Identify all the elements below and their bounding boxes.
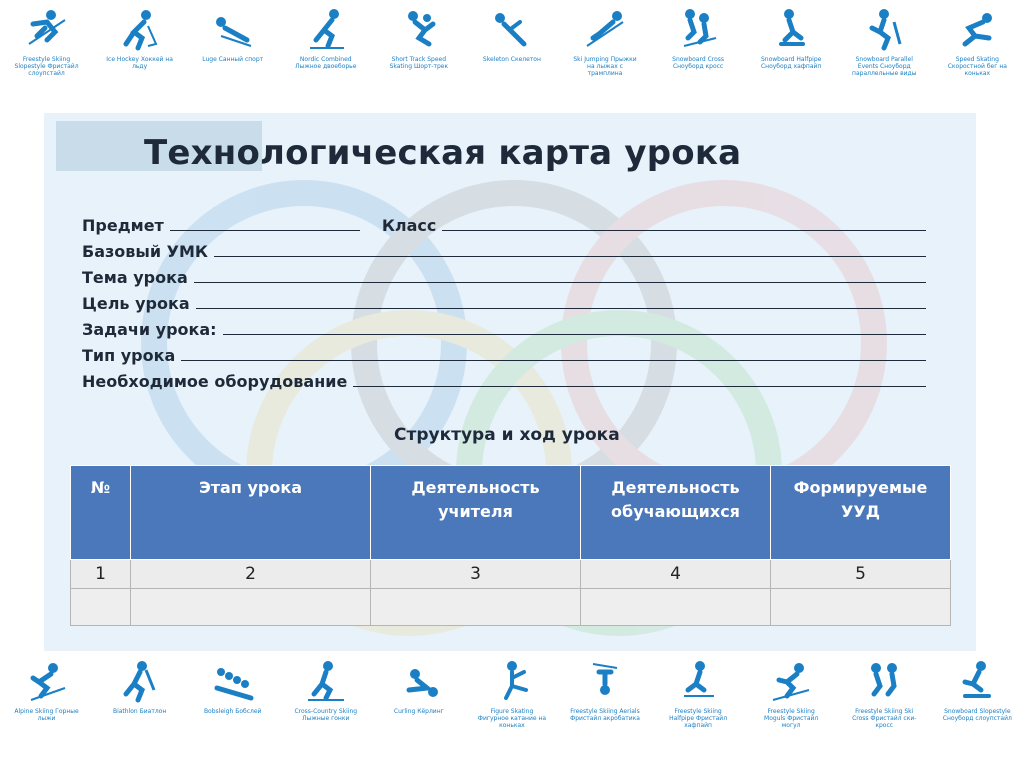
page-title: Технологическая карта урока — [144, 133, 742, 173]
pictogram-caption: Skeleton Скелетон — [482, 56, 541, 63]
goal-row — [82, 287, 932, 313]
pictogram-caption: Freestyle Skiing Halfpipe Фристайл хафпайп — [669, 708, 728, 729]
pictogram-caption: Figure Skating Фигурное катание на коньках — [477, 708, 547, 729]
figure-skating-icon — [490, 660, 534, 704]
header-uud: Формируемые УУД — [771, 466, 951, 560]
bobsleigh-icon — [211, 660, 255, 704]
pictogram-caption: Cross-Country Skiing Лыжные гонки — [294, 708, 358, 722]
topic-row — [82, 261, 932, 287]
biathlon-icon — [118, 660, 162, 704]
lesson-structure-table — [70, 465, 951, 626]
freestyle-ski-cross-icon — [862, 660, 906, 704]
tasks-field-line[interactable] — [223, 334, 926, 335]
table-cell[interactable] — [771, 589, 951, 626]
header-student-activity: Деятельность обучающихся — [581, 466, 771, 560]
freestyle-skiing-slopestyle-icon — [25, 8, 69, 52]
pictogram-caption: Freestyle Skiing Moguls Фристайл могул — [764, 708, 819, 729]
pictogram-caption: Nordic Combined Лыжное двоеборье — [295, 56, 357, 70]
top-pictogram-strip — [0, 8, 1024, 108]
table-cell: 2 — [131, 560, 371, 589]
ski-jumping-icon — [583, 8, 627, 52]
pictogram — [663, 660, 733, 729]
freestyle-moguls-icon — [769, 660, 813, 704]
freestyle-aerials-icon — [583, 660, 627, 704]
pictogram-caption: Alpine Skiing Горные лыжи — [14, 708, 79, 722]
pictogram-caption: Short Track Speed Skating Шорт-трек — [389, 56, 449, 70]
equipment-row — [82, 365, 932, 391]
pictogram — [12, 8, 82, 77]
pictogram-caption: Snowboard Slopestyle Сноуборд слоупстайл — [942, 708, 1012, 722]
header-teacher-activity: Деятельность учителя — [371, 466, 581, 560]
pictogram-caption: Biathlon Биатлон — [112, 708, 167, 715]
table-cell[interactable] — [581, 589, 771, 626]
snowboard-slopestyle-icon — [955, 660, 999, 704]
cross-country-skiing-icon — [304, 660, 348, 704]
goal-field-line[interactable] — [196, 308, 926, 309]
table-cell[interactable] — [131, 589, 371, 626]
pictogram — [291, 8, 361, 70]
pictogram — [849, 8, 919, 77]
pictogram — [291, 660, 361, 722]
topic-label: Тема урока — [82, 268, 188, 287]
pictogram-caption: Freestyle Skiing Ski Cross Фристайл ски-кросс — [852, 708, 917, 729]
pictogram-caption: Bobsleigh Бобслей — [203, 708, 262, 715]
pictogram-caption: Speed Skating Скоростной бег на коньках — [947, 56, 1007, 77]
table-cell: 4 — [581, 560, 771, 589]
pictogram-caption: Snowboard Halfpipe Сноуборд хафпайп — [760, 56, 822, 70]
table-header-row — [71, 466, 951, 560]
pictogram — [477, 8, 547, 63]
table-row — [71, 589, 951, 626]
snowboard-parallel-icon — [862, 8, 906, 52]
pictogram-caption: Freestyle Skiing Slopestyle Фристайл слоупстайл — [14, 56, 79, 77]
pictogram-caption: Curling Кёрлинг — [393, 708, 444, 715]
ice-hockey-icon — [118, 8, 162, 52]
pictogram-caption: Ice Hockey Хоккей на льду — [106, 56, 173, 70]
lesson-type-field-line[interactable] — [181, 360, 926, 361]
umk-row — [82, 235, 932, 261]
lesson-form — [82, 209, 932, 391]
pictogram — [105, 660, 175, 715]
section-title: Структура и ход урока — [394, 425, 620, 445]
topic-field-line[interactable] — [194, 282, 926, 283]
tasks-label: Задачи урока: — [82, 320, 217, 339]
pictogram — [198, 8, 268, 63]
grade-label: Класс — [381, 216, 437, 235]
nordic-combined-icon — [304, 8, 348, 52]
curling-icon — [397, 660, 441, 704]
pictogram — [663, 8, 733, 70]
pictogram — [384, 660, 454, 715]
snowboard-halfpipe-icon — [769, 8, 813, 52]
pictogram — [570, 8, 640, 77]
pictogram-caption: Freestyle Skiing Aerials Фристайл акробатика — [570, 708, 640, 722]
table-cell: 5 — [771, 560, 951, 589]
subject-row — [82, 209, 932, 235]
header-stage: Этап урока — [131, 466, 371, 560]
pictogram — [384, 8, 454, 70]
bottom-pictogram-strip — [0, 660, 1024, 764]
pictogram — [756, 660, 826, 729]
pictogram-caption: Ski Jumping Прыжки на лыжах с трамплина — [573, 56, 637, 77]
umk-label: Базовый УМК — [82, 242, 208, 261]
lesson-type-label: Тип урока — [82, 346, 176, 365]
subject-field-line[interactable] — [170, 230, 360, 231]
equipment-label: Необходимое оборудование — [82, 372, 348, 391]
pictogram-caption: Snowboard Parallel Events Сноуборд параллельные виды — [852, 56, 917, 77]
luge-icon — [211, 8, 255, 52]
pictogram — [477, 660, 547, 729]
tasks-row — [82, 313, 932, 339]
document-sheet — [44, 113, 976, 651]
pictogram — [942, 660, 1012, 722]
speed-skating-icon — [955, 8, 999, 52]
table-cell[interactable] — [371, 589, 581, 626]
goal-label: Цель урока — [82, 294, 190, 313]
pictogram-caption: Snowboard Cross Сноуборд кросс — [672, 56, 725, 70]
pictogram — [12, 660, 82, 722]
snowboard-cross-icon — [676, 8, 720, 52]
freestyle-halfpipe-icon — [676, 660, 720, 704]
alpine-skiing-icon — [25, 660, 69, 704]
skeleton-icon — [490, 8, 534, 52]
table-cell: 1 — [71, 560, 131, 589]
pictogram — [942, 8, 1012, 77]
table-cell[interactable] — [71, 589, 131, 626]
header-number: № — [71, 466, 131, 560]
short-track-icon — [397, 8, 441, 52]
pictogram — [105, 8, 175, 70]
table-cell: 3 — [371, 560, 581, 589]
grade-field-line[interactable] — [442, 230, 926, 231]
equipment-field-line[interactable] — [353, 386, 926, 387]
lesson-type-row — [82, 339, 932, 365]
pictogram-caption: Luge Санный спорт — [202, 56, 264, 63]
table-row — [71, 560, 951, 589]
pictogram — [198, 660, 268, 715]
umk-field-line[interactable] — [214, 256, 926, 257]
pictogram — [756, 8, 826, 70]
pictogram — [570, 660, 640, 722]
subject-label: Предмет — [82, 216, 164, 235]
pictogram — [849, 660, 919, 729]
